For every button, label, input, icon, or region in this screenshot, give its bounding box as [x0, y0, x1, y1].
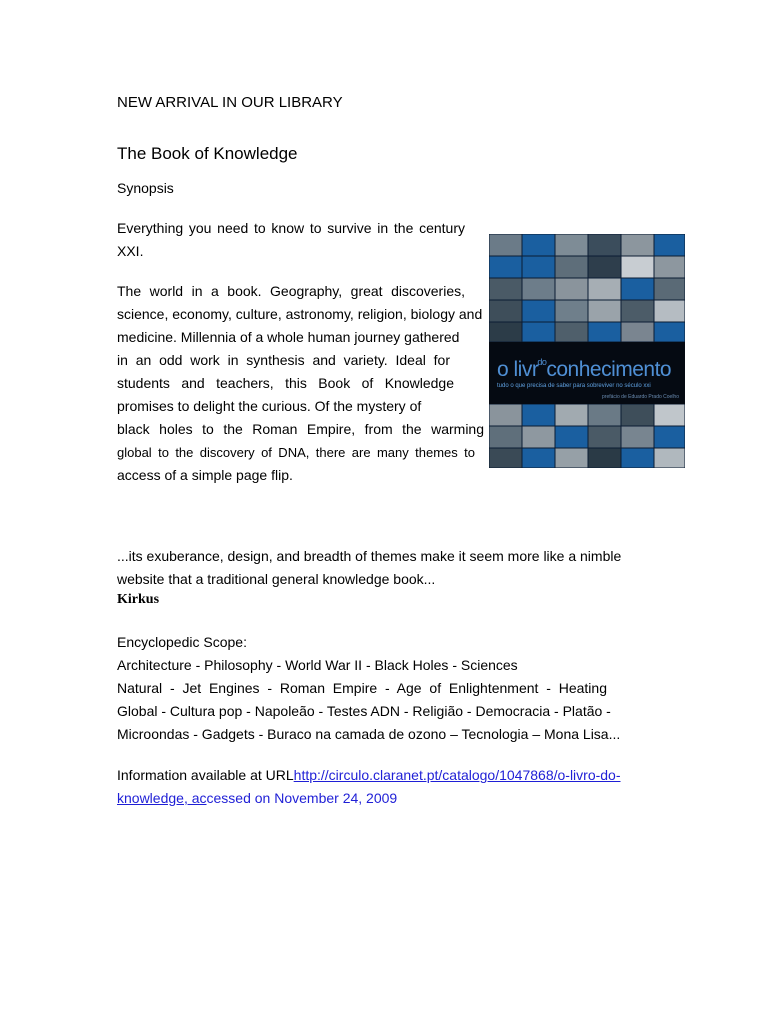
cover-logo [497, 358, 671, 382]
cover-title-prefix: o livr [497, 358, 539, 381]
quote-line: website that a traditional general knowledge book... [117, 571, 436, 587]
book-cover-image [489, 234, 685, 468]
book-title: The Book of Knowledge [117, 144, 298, 163]
cover-title-band [489, 342, 685, 404]
scope-line: Global - Cultura pop - Napoleão - Testes ADN - Religião - Democracia - Platão - [117, 703, 611, 719]
cover-tagline: tudo o que precisa de saber para sobreviver no século xxi [497, 383, 651, 389]
scope-line: Microondas - Gadgets - Buraco na camada de ozono – Tecnologia – Mona Lisa... [117, 726, 621, 742]
catalog-url-link[interactable]: http://circulo.claranet.pt/catalogo/1047868/o-livro-do- [293, 767, 621, 783]
body-line: science, economy, culture, astronomy, religion, biology and [117, 306, 483, 322]
body-line: black holes to the Roman Empire, from the warming [117, 421, 484, 437]
intro-line: Everything you need to know to survive in the century [117, 220, 465, 236]
review-quote [117, 545, 621, 591]
body-line: access of a simple page flip. [117, 467, 293, 483]
info-line [117, 764, 662, 787]
body-line: in an odd work in synthesis and variety. Ideal for [117, 352, 450, 368]
intro-line: XXI. [117, 243, 144, 259]
info-paragraph [117, 764, 662, 810]
intro-paragraph [117, 217, 465, 263]
section-header: NEW ARRIVAL IN OUR LIBRARY [117, 94, 343, 111]
cover-title-main: conhecimento [546, 358, 672, 381]
cover-title-do: do [537, 357, 547, 367]
scope-line: Architecture - Philosophy - World War II - Black Holes - Sciences [117, 657, 518, 673]
body-line: global to the discovery of DNA, there are many themes to [117, 445, 475, 460]
body-line: medicine. Millennia of a whole human journey gathered [117, 329, 460, 345]
cover-preface: prefácio de Eduardo Prado Coelho [602, 394, 679, 400]
body-line: students and teachers, this Book of Knowledge [117, 375, 454, 391]
scope-label: Encyclopedic Scope: [117, 634, 247, 650]
body-line: promises to delight the curious. Of the mystery of [117, 398, 422, 414]
synopsis-label: Synopsis [117, 180, 174, 196]
info-prefix: Information available at URL [117, 767, 294, 783]
info-line [117, 787, 662, 810]
body-line: The world in a book. Geography, great discoveries, [117, 283, 465, 299]
synopsis-paragraph [117, 280, 484, 487]
scope-list [117, 654, 620, 746]
scope-line: Natural - Jet Engines - Roman Empire - Age of Enlightenment - Heating [117, 680, 607, 696]
quote-line: ...its exuberance, design, and breadth of themes make it seem more like a nimble [117, 548, 622, 564]
review-source: Kirkus [117, 592, 160, 607]
info-accessed-date: cessed on November 24, 2009 [206, 790, 398, 806]
catalog-url-link-cont[interactable]: knowledge, ac [117, 790, 207, 806]
